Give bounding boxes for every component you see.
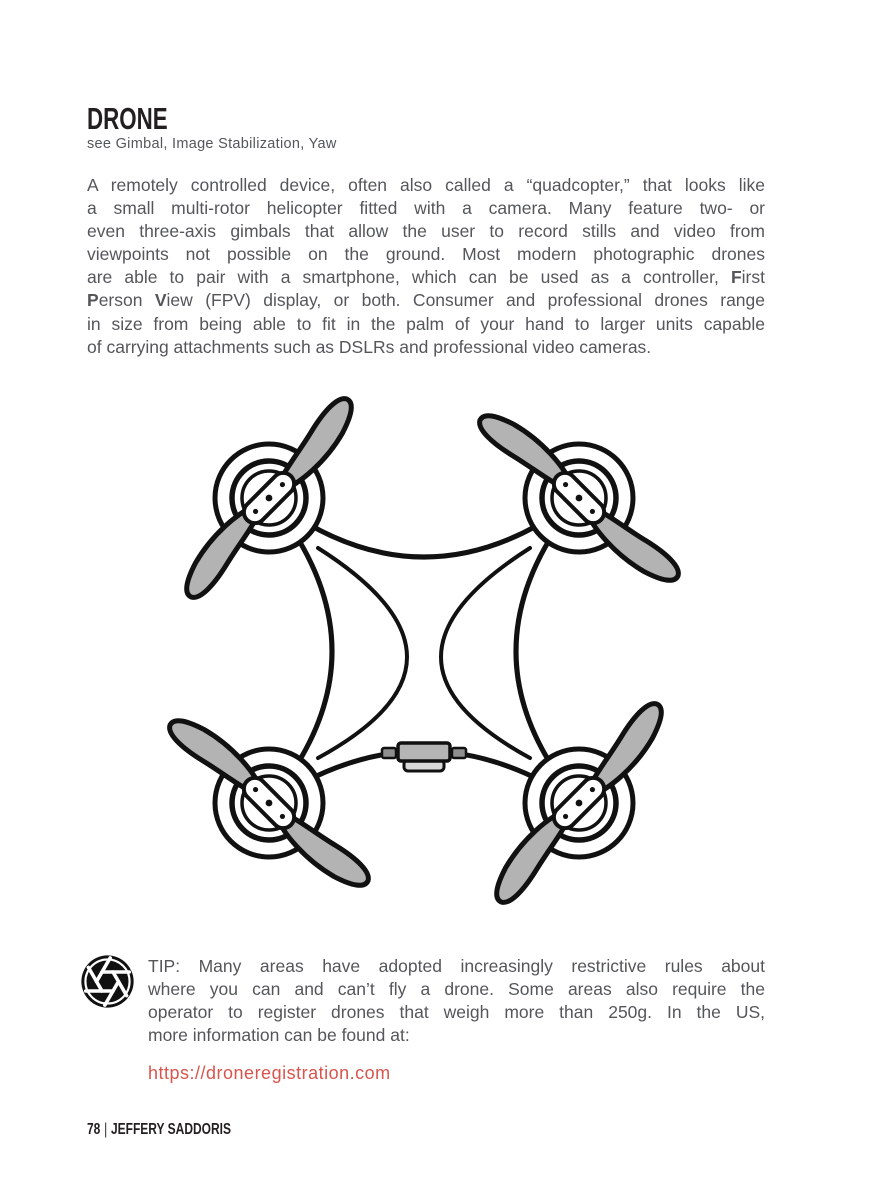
tip-paragraph [148, 955, 765, 1047]
footer-separator: | [104, 1121, 108, 1138]
author-name: JEFFERY SADDORIS [110, 1121, 231, 1138]
cross-reference: see Gimbal, Image Stabilization, Yaw [87, 136, 337, 152]
text-line: where you can and can’t fly a drone. Some areas also require the [148, 979, 765, 1000]
page-footer [87, 1121, 231, 1139]
text-line: TIP: Many areas have adopted increasingly restrictive rules about [148, 956, 765, 976]
text-line: of carrying attachments such as DSLRs and professional video cameras. [87, 336, 652, 357]
term-title: DRONE [87, 101, 168, 136]
text-line: are able to pair with a smartphone, which can be used as a controller, First [87, 267, 765, 288]
text-line: Person View (FPV) display, or both. Consumer and professional drones range [87, 290, 766, 311]
page-number: 78 [87, 1121, 101, 1138]
text-line: in size from being able to fit in the palm of your hand to larger units capable [87, 313, 765, 334]
text-line: viewpoints not possible on the ground. Most modern photographic drones [87, 244, 765, 265]
text-line: operator to register drones that weigh more than 250g. In the US, [148, 1002, 765, 1023]
text-line: more information can be found at: [148, 1025, 410, 1046]
aperture-icon [79, 953, 136, 1010]
text-line: a small multi-rotor helicopter fitted with a camera. Many feature two- or [87, 198, 765, 219]
drone-illustration [144, 388, 744, 938]
text-line: A remotely controlled device, often also called a “quadcopter,” that looks like [87, 175, 765, 195]
drone-camera-icon [382, 743, 466, 771]
text-line: even three-axis gimbals that allow the user to record stills and video from [87, 221, 765, 242]
definition-paragraph [87, 174, 765, 359]
registration-link[interactable]: https://droneregistration.com [148, 1063, 391, 1083]
